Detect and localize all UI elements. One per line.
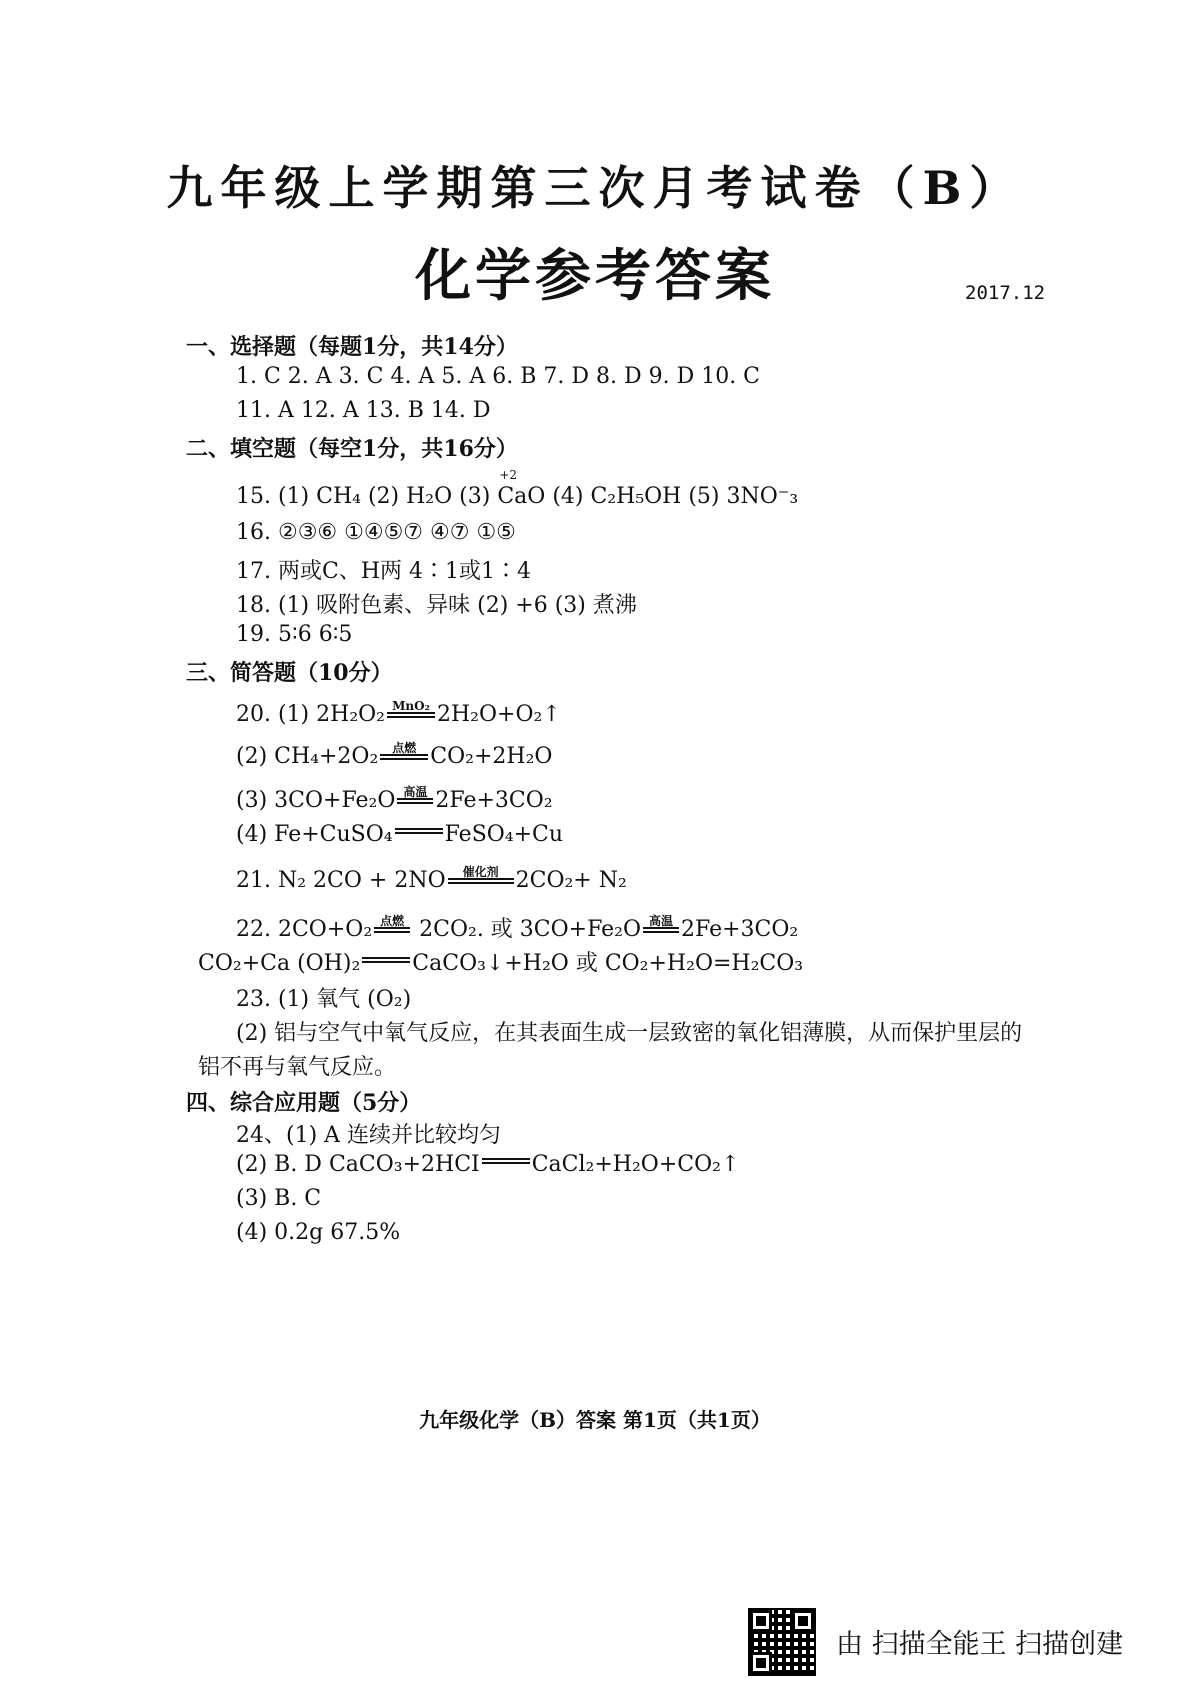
choice-answers-row-2: 11. A 12. A 13. B 14. D [236, 398, 491, 423]
reaction-condition: 催化剂 [462, 865, 499, 879]
reaction-condition: 高温 [649, 914, 674, 928]
answer-22-line-2 [198, 946, 803, 977]
answer-18: 18. (1) 吸附色素、异味 (2) +6 (3) 煮沸 [236, 593, 637, 618]
section-heading-fill: 二、填空题（每空1分，共16分） [186, 436, 518, 462]
equation-right: 2CO₂+ N₂ [515, 868, 627, 893]
equation-right: CaCl₂+H₂O+CO₂↑ [531, 1152, 740, 1177]
reaction-arrow [482, 1158, 530, 1164]
equation-left: 20. (1) 2H₂O₂ [236, 702, 385, 727]
valence-cao [497, 468, 546, 509]
answer-23-3: 铝不再与氧气反应。 [198, 1055, 397, 1080]
choice-answers-row-1: 1. C 2. A 3. C 4. A 5. A 6. B 7. D 8. D 9. D 10. C [236, 364, 761, 389]
equals-bar [395, 828, 443, 834]
equals-bar [380, 754, 428, 760]
reaction-arrow [387, 700, 435, 718]
section-heading-choice: 一、选择题（每题1分，共14分） [186, 334, 518, 360]
page-footer: 九年级化学（B）答案 第1页（共1页） [419, 1408, 771, 1432]
answer-15-part-b: (4) C₂H₅OH (5) 3NO⁻₃ [545, 484, 799, 509]
equals-bar [362, 957, 410, 963]
reaction-condition: 高温 [403, 785, 428, 799]
equals-bar [374, 927, 410, 933]
cao-formula: CaO [497, 484, 546, 509]
qr-code-icon [748, 1608, 816, 1676]
answer-24-3: (3) B. C [236, 1186, 322, 1211]
scanner-watermark: 由 扫描全能王 扫描创建 [836, 1629, 1124, 1660]
answer-20-4 [236, 822, 563, 847]
reaction-arrow [362, 957, 410, 963]
section-heading-short: 三、简答题（10分） [186, 660, 393, 686]
answer-15 [236, 468, 799, 509]
equation-left: (2) CH₄+2O₂ [236, 744, 379, 769]
reaction-arrow [643, 915, 679, 933]
equation-left: CO₂+Ca (OH)₂ [198, 951, 361, 976]
answer-19: 19. 5∶6 6∶5 [236, 622, 353, 647]
equation-right: 2Fe+3CO₂ [435, 788, 553, 813]
equation-left: 22. 2CO+O₂ [236, 917, 373, 942]
qr-corner-icon [750, 1610, 772, 1632]
answer-23-1: 23. (1) 氧气 (O₂) [236, 987, 412, 1012]
answer-22-line-1 [236, 912, 798, 943]
answer-16: 16. ②③⑥ ①④⑤⑦ ④⑦ ①⑤ [236, 520, 516, 545]
equals-bar [448, 878, 514, 884]
equation-middle: 2CO₂. 或 3CO+Fe₂O [412, 917, 642, 942]
equation-right: CaCO₃↓+H₂O 或 CO₂+H₂O=H₂CO₃ [412, 951, 804, 976]
equation-left: (4) Fe+CuSO₄ [236, 822, 393, 847]
answer-15-part-a: 15. (1) CH₄ (2) H₂O (3) [236, 484, 498, 509]
reaction-arrow [380, 742, 428, 760]
section-heading-comprehensive: 四、综合应用题（5分） [186, 1090, 422, 1116]
answer-21 [236, 865, 627, 893]
reaction-arrow [448, 866, 514, 884]
answer-24-1: 24、(1) A 连续并比较均匀 [236, 1123, 502, 1148]
equals-bar [397, 798, 433, 804]
equation-right: 2H₂O+O₂↑ [437, 702, 561, 727]
reaction-condition: 点燃 [392, 741, 417, 755]
reaction-arrow [395, 828, 443, 834]
reaction-arrow [397, 786, 433, 804]
answer-20-3 [236, 785, 553, 813]
valence-mark: +2 [499, 468, 518, 482]
answer-17: 17. 两或C、H两 4∶1或1∶4 [236, 559, 531, 584]
exam-title: 九年级上学期第三次月考试卷（B） [166, 161, 1024, 215]
equation-left: (3) 3CO+Fe₂O [236, 788, 396, 813]
equals-bar [387, 712, 435, 718]
equation-left: 21. N₂ 2CO + 2NO [236, 868, 446, 893]
answer-23-2: (2) 铝与空气中氧气反应，在其表面生成一层致密的氧化铝薄膜，从而保护里层的 [236, 1021, 1023, 1046]
reaction-arrow [374, 915, 410, 933]
equation-right: CO₂+2H₂O [430, 744, 553, 769]
equals-bar [643, 927, 679, 933]
answer-20-2 [236, 741, 553, 769]
qr-corner-icon [750, 1652, 772, 1674]
answer-title: 化学参考答案 [415, 243, 775, 309]
qr-corner-icon [792, 1610, 814, 1632]
equation-right: 2Fe+3CO₂ [681, 917, 799, 942]
answer-20-1 [236, 699, 561, 727]
equation-right: FeSO₄+Cu [444, 822, 564, 847]
answer-24-4: (4) 0.2g 67.5% [236, 1220, 401, 1245]
answer-24-2 [236, 1152, 739, 1177]
reaction-condition: 点燃 [380, 914, 405, 928]
reaction-condition: MnO₂ [392, 699, 430, 713]
equals-bar [482, 1158, 530, 1164]
date-label: 2017.12 [965, 282, 1046, 304]
equation-left: (2) B. D CaCO₃+2HCI [236, 1152, 480, 1177]
